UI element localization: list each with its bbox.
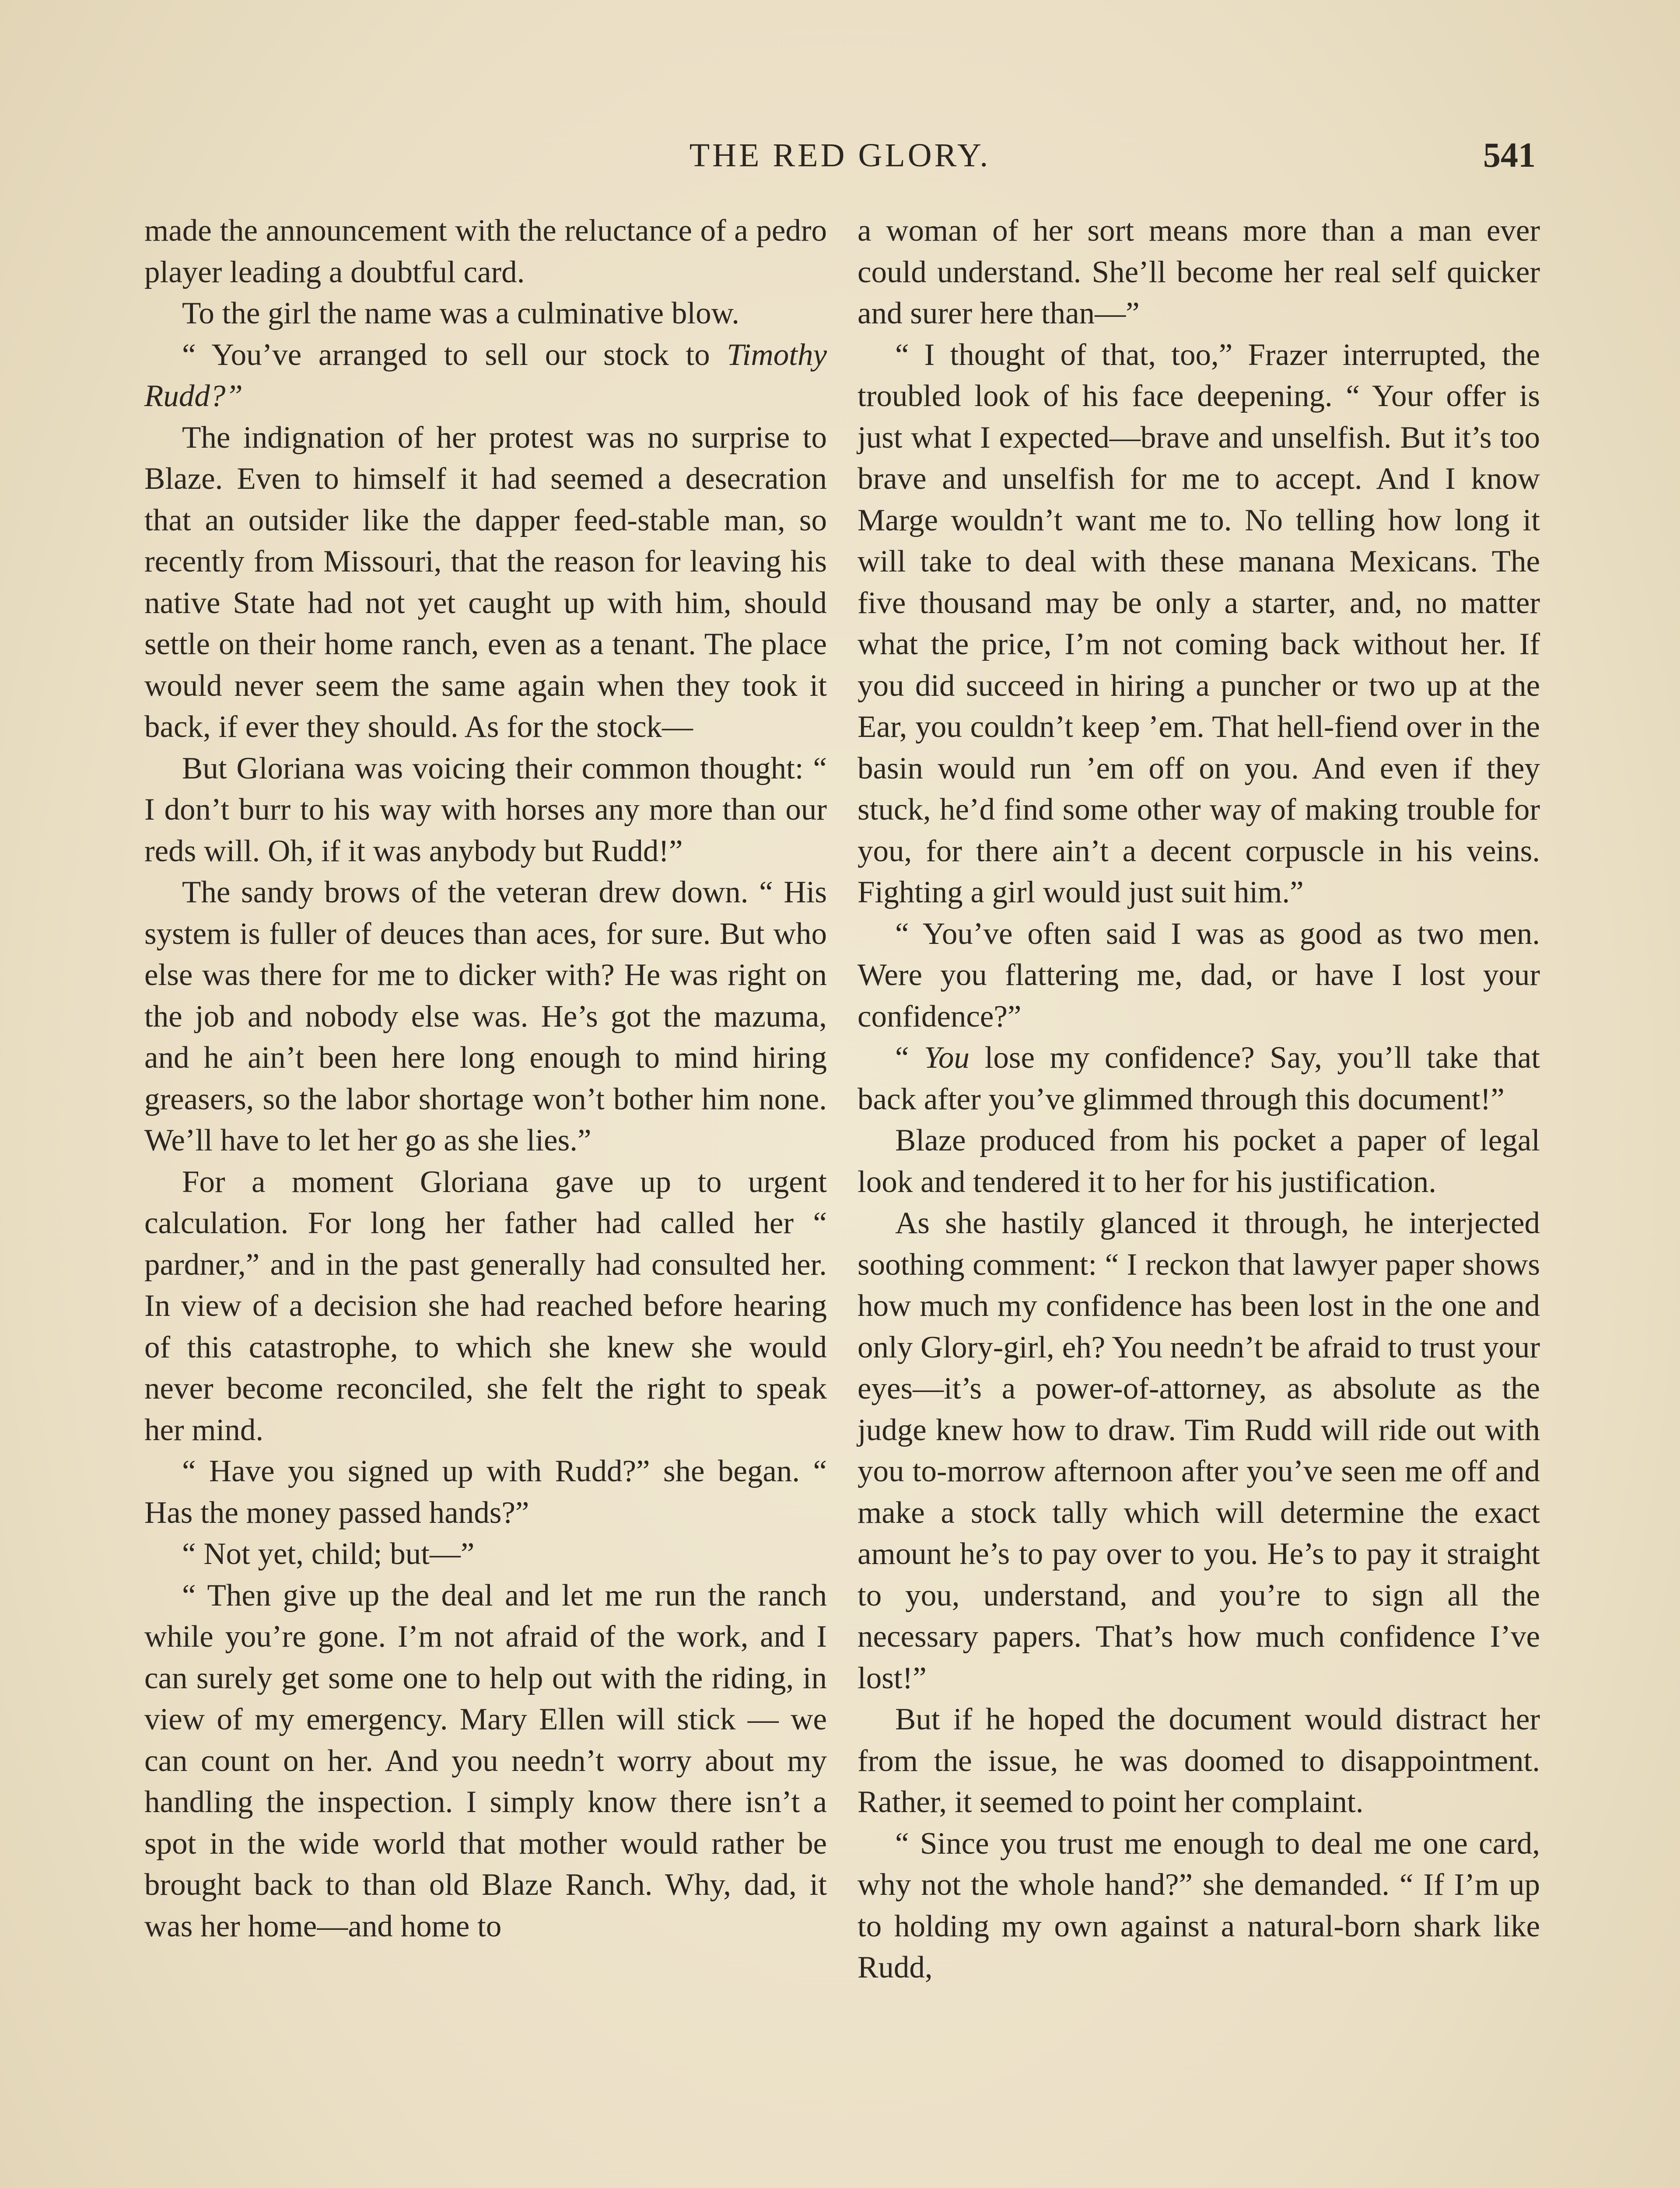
paragraph: “ You lose my confidence? Say, you’ll take that back after you’ve glimmed through this document!” <box>858 1041 1540 1116</box>
paragraph: As she hastily glanced it through, he interjected soothing comment: “ I reckon that lawyer paper shows how much my confidence has been lost in the one and only Glory-girl, eh? You needn’t be afraid to trust your eyes—it’s a power-of-attorney, as absolute as the judge knew how to draw. Tim Rudd will ride out with you to-morrow afternoon after you’ve seen me off and make a stock tally which will determine the exact amount he’s to pay over to you. He’s to pay it straight to you, understand, and you’re to sign all the necessary papers. That’s how much confidence I’ve lost!” <box>858 1206 1540 1695</box>
paragraph: “ You’ve often said I was as good as two men. Were you flattering me, dad, or have I lost your confidence?” <box>858 916 1540 1034</box>
page-number: 541 <box>1483 136 1536 175</box>
paragraph: But if he hoped the document would distract her from the issue, he was doomed to disappointment. Rather, it seemed to point her complaint. <box>858 1702 1540 1819</box>
left-text-column <box>144 210 827 1947</box>
paragraph: “ Then give up the deal and let me run the ranch while you’re gone. I’m not afraid of the work, and I can surely get some one to help out with the riding, in view of my emergency. Mary Ellen will stick — we can count on her. And you needn’t worry about my handling the inspection. I simply know there isn’t a spot in the wide world that mother would rather be brought back to than old Blaze Ranch. Why, dad, it was her home—and home to <box>144 1578 827 1943</box>
paragraph: a woman of her sort means more than a man ever could understand. She’ll become her real self quicker and surer here than—” <box>858 214 1540 330</box>
paragraph: “ Have you signed up with Rudd?” she began. “ Has the money passed hands?” <box>144 1454 827 1530</box>
paragraph: But Gloriana was voicing their common thought: “ I don’t burr to his way with horses any more than our reds will. Oh, if it was anybody but Rudd!” <box>144 751 827 868</box>
right-text-column <box>858 210 1540 1988</box>
paragraph: “ Since you trust me enough to deal me one card, why not the whole hand?” she demanded. “ If I’m up to holding my own against a natural-born shark like Rudd, <box>858 1826 1540 1985</box>
paragraph: made the announcement with the reluctance of a pedro player leading a doubtful card. <box>144 214 827 289</box>
paragraph: The sandy brows of the veteran drew down. “ His system is fuller of deuces than aces, for sure. But who else was there for me to dicker with? He was right on the job and nobody else was. He’s got the mazuma, and he ain’t been here long enough to mind hiring greasers, so the labor shortage won’t bother him none. We’ll have to let her go as she lies.” <box>144 875 827 1157</box>
page-header <box>144 131 1536 184</box>
paragraph: To the girl the name was a culminative blow. <box>182 296 739 330</box>
paragraph: The indignation of her protest was no surprise to Blaze. Even to himself it had seemed a desecration that an outsider like the dapper feed-stable man, so recently from Missouri, that the reason for leaving his native State had not yet caught up with him, should settle on their home ranch, even as a tenant. The place would never seem the same again when they took it back, if ever they should. As for the stock— <box>144 420 827 744</box>
paragraph: Blaze produced from his pocket a paper of legal look and tendered it to her for his justification. <box>858 1123 1540 1199</box>
paragraph: For a moment Gloriana gave up to urgent calculation. For long her father had called her “ pardner,” and in the past generally had consulted her. In view of a decision she had reached before hearing of this catastrophe, to which she knew she would never become reconciled, she felt the right to speak her mind. <box>144 1164 827 1447</box>
paragraph: “ Not yet, child; but—” <box>182 1537 475 1571</box>
running-title: THE RED GLORY. <box>689 137 991 174</box>
paragraph: “ I thought of that, too,” Frazer interrupted, the troubled look of his face deepening. “ Your offer is just what I expected—brave and unselfish. But it’s too brave and unselfish for me to accept. And I know Marge wouldn’t want me to. No telling how long it will take to deal with these manana Mexicans. The five thousand may be only a starter, and, no matter what the price, I’m not coming back without her. If you did succeed in hiring a puncher or two up at the Ear, you couldn’t keep ’em. That hell-fiend over in the basin would run ’em off on you. And even if they stuck, he’d find some other way of making trouble for you, for there ain’t a decent corpuscle in his veins. Fighting a girl would just suit him.” <box>858 337 1540 909</box>
paragraph: “ You’ve arranged to sell our stock to Timothy Rudd?” <box>144 337 827 413</box>
